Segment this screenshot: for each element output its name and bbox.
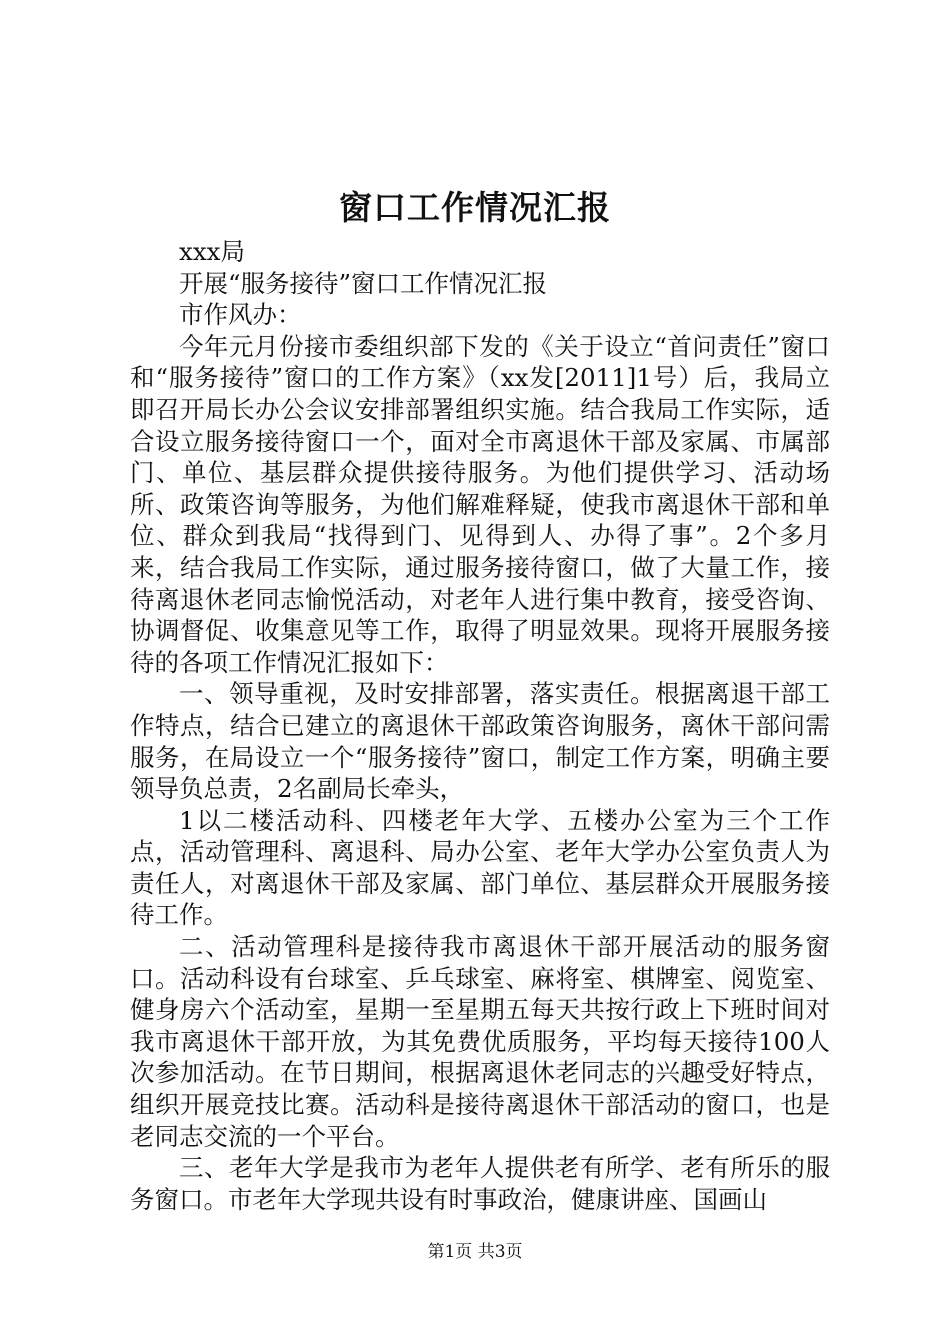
paragraph-section-3: 三、老年大学是我市为老年人提供老有所学、老有所乐的服务窗口。市老年大学现共设有时事政治，健康讲座、国画山 <box>130 1153 830 1214</box>
paragraph-intro: 今年元月份接市委组织部下发的《关于设立“首问责任”窗口和“服务接待”窗口的工作方案》（xx发[2011]1号）后，我局立即召开局长办公会议安排部署组织实施。结合我局工作实际，适合设立服务接待窗口一个，面对全市离退休干部及家属、市属部门、单位、基层群众提供接待服务。为他们提供学习、活动场所、政策咨询等服务，为他们解难释疑，使我市离退休干部和单位、群众到我局“找得到门、见得到人、办得了事”。2个多月来，结合我局工作实际，通过服务接待窗口，做了大量工作，接待离退休老同志愉悦活动，对老年人进行集中教育，接受咨询、协调督促、收集意见等工作，取得了明显效果。现将开展服务接待的各项工作情况汇报如下： <box>130 331 830 677</box>
paragraph-section-1: 一、领导重视，及时安排部署，落实责任。根据离退干部工作特点，结合已建立的离退休干部政策咨询服务，离休干部问需服务，在局设立一个“服务接待”窗口，制定工作方案，明确主要领导负总责，2名副局长牵头， <box>130 679 830 804</box>
paragraph-section-1-continued: 1以二楼活动科、四楼老年大学、五楼办公室为三个工作点，活动管理科、离退科、局办公室、老年大学办公室负责人为责任人，对离退休干部及家属、部门单位、基层群众开展服务接待工作。 <box>130 805 830 930</box>
document-title: 窗口工作情况汇报 <box>339 188 611 227</box>
paragraph-org: xxx局 <box>179 237 245 266</box>
document-body <box>130 236 830 1215</box>
page-footer: 第1页 共3页 <box>427 1242 523 1262</box>
paragraph-section-2: 二、活动管理科是接待我市离退休干部开展活动的服务窗口。活动科设有台球室、乒乓球室、麻将室、棋牌室、阅览室、健身房六个活动室，星期一至星期五每天共按行政上下班时间对我市离退休干部开放，为其免费优质服务，平均每天接待100人次参加活动。在节日期间，根据离退休老同志的兴趣受好特点，组织开展竞技比赛。活动科是接待离退休干部活动的窗口，也是老同志交流的一个平台。 <box>130 932 830 1151</box>
paragraph-recipient: 市作风办： <box>179 300 302 330</box>
paragraph-subject: 开展“服务接待”窗口工作情况汇报 <box>179 268 548 298</box>
